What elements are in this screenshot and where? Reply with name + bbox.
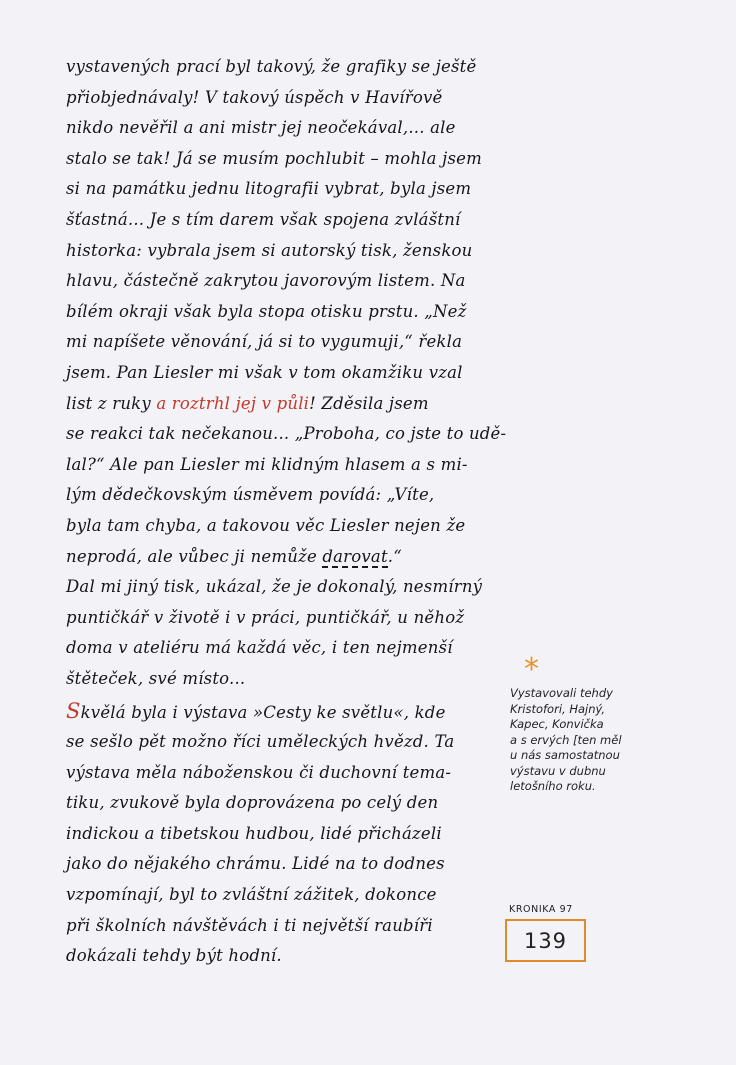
text-line: Dal mi jiný tisk, ukázal, že je dokonalý, nesmírný (66, 577, 483, 597)
text-line: doma v ateliéru má každá věc, i ten nejmenší (66, 638, 453, 658)
text-line: nikdo nevěřil a ani mistr jej neočekával,... ale (66, 118, 456, 138)
text-line: výstava měla náboženskou či duchovní tema- (66, 762, 452, 782)
kronika-label: KRONIKA 97 (509, 904, 573, 915)
line-text-before: list z ruky (66, 393, 157, 413)
text-line: při školních návštěvách i ti největší raubíři (66, 915, 433, 935)
line-text: kvělá byla i výstava »Cesty ke světlu«, kde (80, 703, 446, 723)
note-line: Kristofori, Hajný, (510, 701, 606, 716)
text-line: indickou a tibetskou hudbou, lidé přicházeli (66, 823, 442, 843)
margin-note (510, 686, 660, 795)
asterisk-icon: * (524, 652, 539, 687)
line-text-after: .“ (387, 546, 402, 566)
note-line: výstavu v dubnu (510, 763, 606, 778)
line-text-after: ! Zděsila jsem (309, 393, 429, 413)
text-line: byla tam chyba, a takovou věc Liesler nejen že (66, 515, 466, 535)
text-line: stalo se tak! Já se musím pochlubit – mohla jsem (66, 148, 482, 168)
note-line: a s ervých [ten měl (510, 732, 622, 747)
text-line: přiobjednávaly! V takový úspěch v Havířově (66, 87, 443, 107)
text-line-with-red-phrase (66, 389, 506, 420)
text-line: hlavu, částečně zakrytou javorovým listem. Na (66, 271, 466, 291)
text-line: jsem. Pan Liesler mi však v tom okamžiku vzal (66, 362, 463, 382)
text-line: štěteček, své místo... (66, 668, 246, 688)
text-line: vystavených prací byl takový, že grafiky se ještě (66, 57, 477, 76)
red-highlighted-phrase: a roztrhl jej v půli (156, 393, 310, 413)
handwritten-body (66, 52, 506, 972)
underlined-word: darovat (322, 546, 388, 566)
text-line: lal?“ Ale pan Liesler mi klidným hlasem a s mi- (66, 454, 468, 474)
page-number: 139 (523, 928, 568, 953)
red-initial-letter: S (66, 699, 81, 724)
text-line: lým dědečkovským úsměvem povídá: „Víte, (66, 485, 435, 505)
note-line: u nás samostatnou (510, 748, 620, 762)
text-line: mi napíšete věnování, já si to vygumuji,“ řekla (66, 332, 463, 352)
text-line: dokázali tehdy být hodní. (66, 946, 282, 966)
text-line: bílém okraji však byla stopa otisku prstu. „Než (66, 301, 467, 321)
text-line: puntičkář v životě i v práci, puntičkář, u něhož (66, 607, 465, 627)
text-line-with-underline (66, 542, 506, 573)
note-line: letošního roku. (510, 779, 596, 793)
text-line: jako do nějakého chrámu. Lidé na to dodnes (66, 854, 445, 874)
text-line: si na památku jednu litografii vybrat, byla jsem (66, 179, 472, 199)
paragraph-first-line (66, 696, 506, 727)
text-line: šťastná... Je s tím darem však spojena zvláštní (66, 209, 461, 229)
text-line: se sešlo pět možno říci uměleckých hvězd. Ta (66, 732, 455, 752)
text-line: se reakci tak nečekanou... „Proboha, co jste to udě- (66, 424, 507, 444)
note-line: Kapec, Konvička (510, 717, 604, 731)
page-number-box (505, 919, 586, 962)
note-line: Vystavovali tehdy (510, 686, 613, 700)
line-text-before: neprodá, ale vůbec ji nemůže (66, 546, 323, 566)
text-line: historka: vybrala jsem si autorský tisk, ženskou (66, 240, 473, 260)
text-line: tiku, zvukově byla doprovázena po celý den (66, 793, 439, 813)
text-line: vzpomínají, byl to zvláštní zážitek, dokonce (66, 885, 437, 905)
